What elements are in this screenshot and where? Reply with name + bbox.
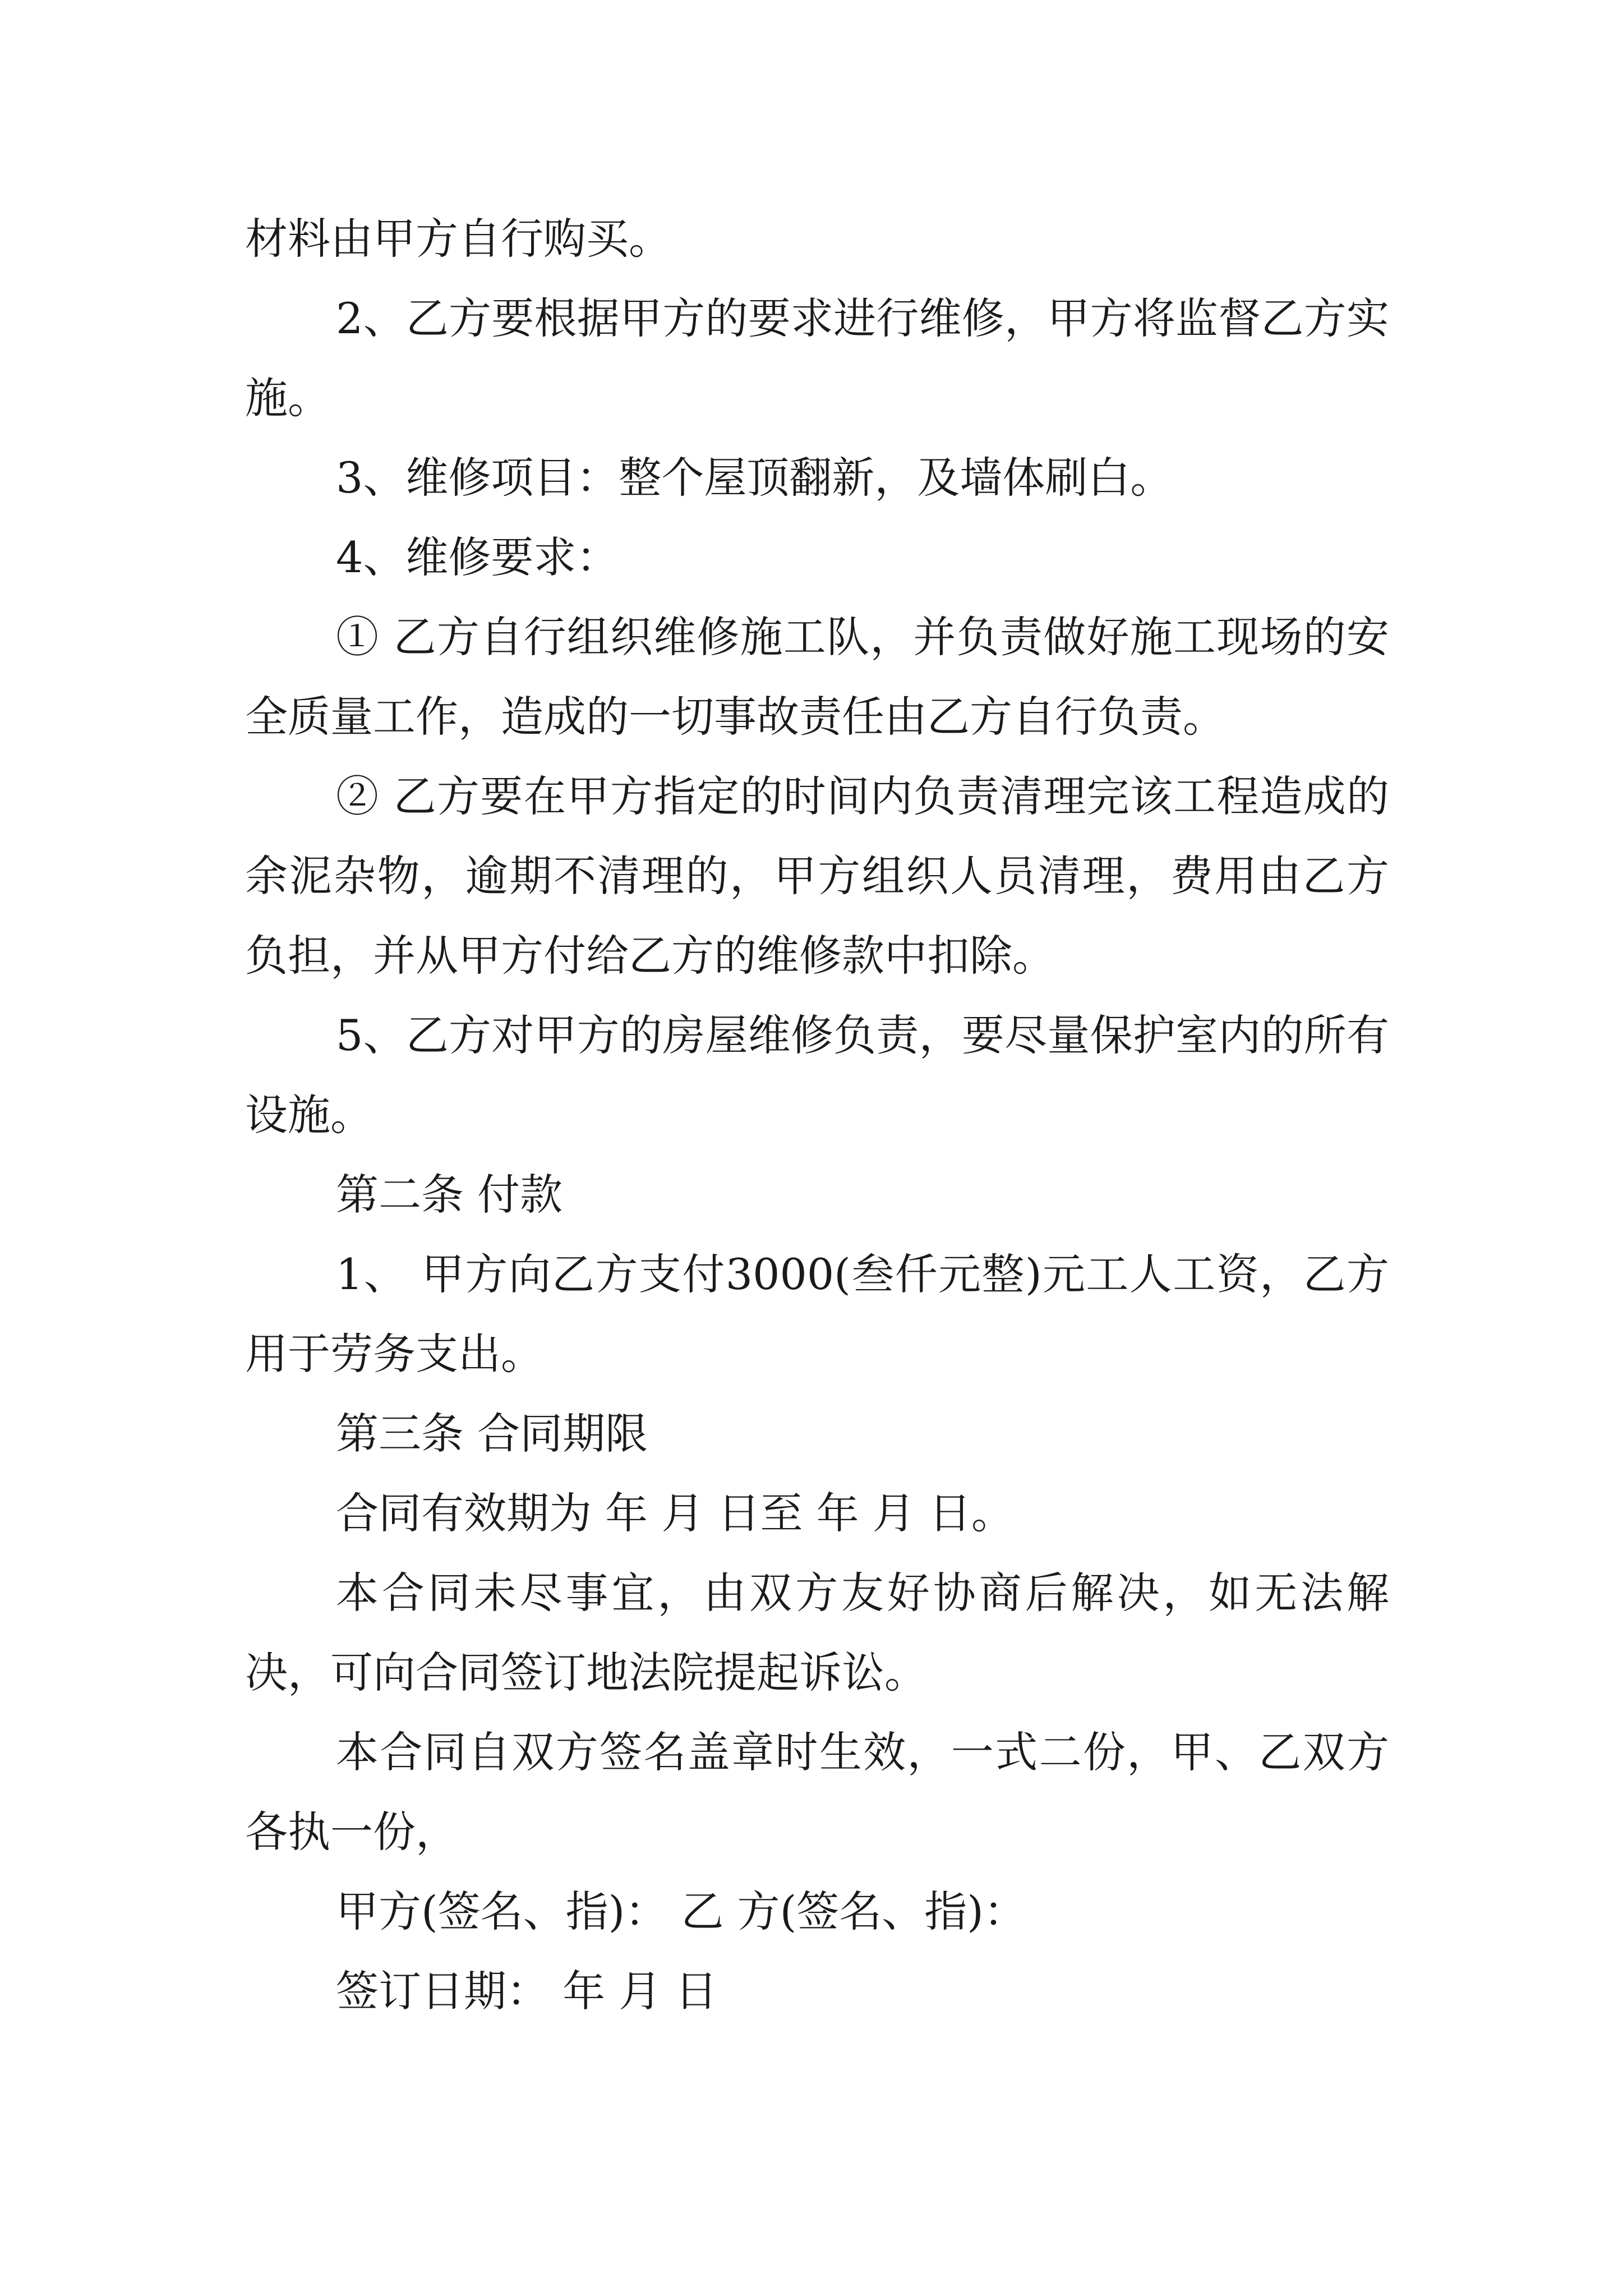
paragraph-materials: 材料由甲方自行购买。 [245, 214, 671, 264]
paragraph-requirement-2: ② 乙方要在甲方指定的时间内负责清理完该工程造成的余泥杂物，逾期不清理的，甲方组织人员清理，费用由乙方负担，并从甲方付给乙方的维修款中扣除。 [245, 771, 1389, 981]
section-heading-payment: 第二条 付款 [336, 1170, 563, 1220]
paragraph-requirement-1: ① 乙方自行组织维修施工队，并负责做好施工现场的安全质量工作，造成的一切事故责任由乙方自行负责。 [245, 612, 1389, 742]
paragraph-disputes: 本合同未尽事宜，由双方友好协商后解决，如无法解决，可向合同签订地法院提起诉讼。 [245, 1568, 1389, 1697]
paragraph-payment-1: 1、 甲方向乙方支付3000(叁仟元整)元工人工资，乙方用于劳务支出。 [245, 1249, 1389, 1379]
signature-line: 甲方(签名、指)： 乙 方(签名、指)： [336, 1887, 1026, 1936]
document-body [245, 199, 1389, 2031]
signing-date-line: 签订日期： 年 月 日 [336, 1966, 718, 2016]
paragraph-effective: 本合同自双方签名盖章时生效，一式二份，甲、乙双方各执一份， [245, 1727, 1389, 1857]
paragraph-validity: 合同有效期为 年 月 日至 年 月 日。 [336, 1488, 1014, 1538]
section-heading-term: 第三条 合同期限 [336, 1409, 648, 1458]
paragraph-item-4: 4、维修要求： [336, 532, 619, 582]
paragraph-item-5: 5、乙方对甲方的房屋维修负责，要尽量保护室内的所有设施。 [245, 1010, 1389, 1140]
paragraph-item-2: 2、乙方要根据甲方的要求进行维修，甲方将监督乙方实施。 [245, 293, 1389, 423]
paragraph-item-3: 3、维修项目：整个屋顶翻新，及墙体刷白。 [336, 453, 1173, 503]
